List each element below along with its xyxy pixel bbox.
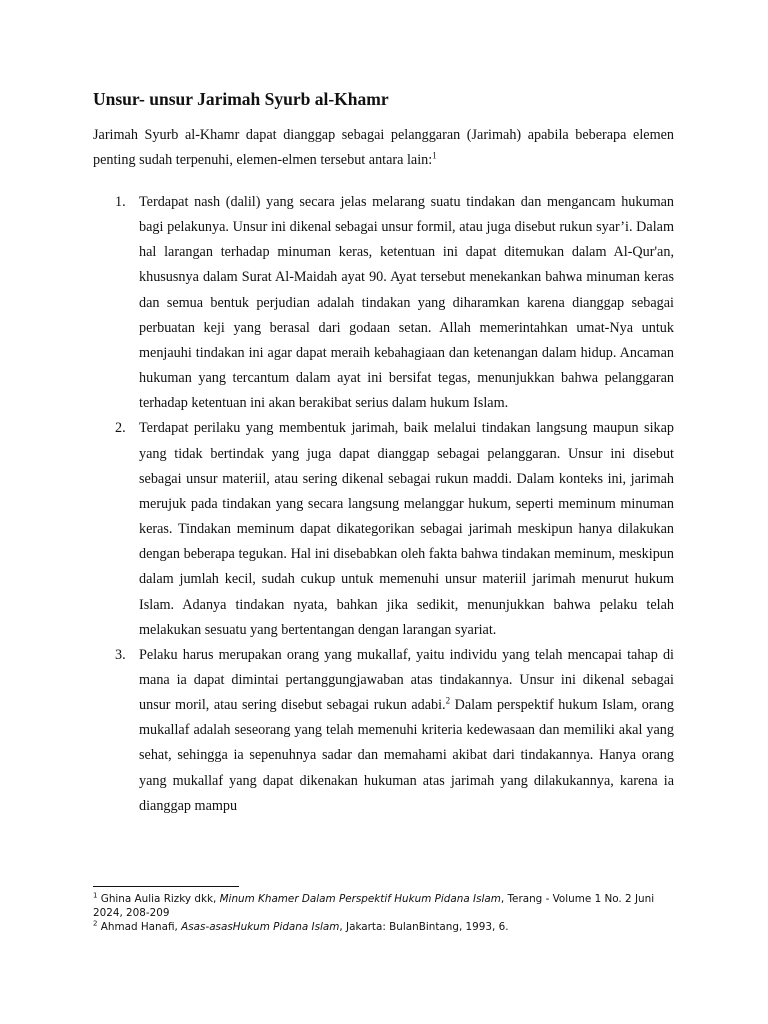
footnote-ref-1[interactable]: 1	[432, 150, 437, 161]
list-item	[93, 416, 674, 642]
list-item	[93, 190, 674, 416]
list-item-number: 1.	[115, 194, 126, 210]
footnote-1	[93, 892, 673, 920]
footnote-2	[93, 920, 673, 934]
footnote-separator	[93, 886, 239, 887]
footnotes-area	[93, 886, 673, 934]
footnote-author: Ghina Aulia Rizky dkk,	[97, 893, 220, 905]
footnote-details: , Jakarta: BulanBintang, 1993, 6.	[339, 921, 509, 933]
footnote-details: , Terang - Volume 1 No. 2 Juni 2024, 208-209	[93, 893, 655, 919]
list-item-text: Terdapat perilaku yang membentuk jarimah, baik melalui tindakan langsung maupun sikap yang tidak bertindak yang juga dapat dianggap sebagai pelanggaran. Unsur ini disebut sebagai unsur materiil, atau sering dikenal sebagai rukun maddi. Dalam konteks ini, jarimah merujuk pada tindakan yang secara langsung melanggar hukum, seperti meminum minuman keras. Tindakan meminum dapat dikategorikan sebagai jarimah meskipun hanya dilakukan dengan beberapa tegukan. Hal ini disebabkan oleh fakta bahwa tindakan meminum, meskipun dalam jumlah kecil, sudah cukup untuk memenuhi unsur materiil jarimah menurut hukum Islam. Adanya tindakan nyata, bahkan jika sedikit, menunjukkan bahwa pelaku telah melakukan sesuatu yang bertentangan dengan larangan syariat.	[139, 420, 674, 638]
list-item-text: Pelaku harus merupakan orang yang mukallaf, yaitu individu yang telah mencapai tahap di mana ia dapat dimintai pertanggungjawaban atas tindakannya. Unsur ini dikenal sebagai unsur moril, atau sering disebut sebagai rukun adabi.	[139, 646, 674, 714]
intro-paragraph	[93, 123, 674, 173]
list-item	[93, 643, 674, 819]
footnote-number: 1	[93, 891, 98, 900]
footnote-author: Ahmad Hanafi,	[97, 921, 182, 933]
footnote-work-title: Minum Khamer Dalam Perspektif Hukum Pidana Islam	[219, 893, 501, 905]
section-heading: Unsur- unsur Jarimah Syurb al-Khamr	[93, 89, 389, 109]
elements-list	[93, 190, 674, 819]
list-item-text-continued: Dalam perspektif hukum Islam, orang mukallaf adalah seseorang yang telah memenuhi kriteria kedewasaan dan memiliki akal yang sehat, sehingga ia sepenuhnya sadar dan memahami akibat dari tindakannya. Hanya orang yang mukallaf yang dapat dikenakan hukuman atas jarimah yang dilakukannya, karena ia dianggap mampu	[139, 697, 675, 814]
list-item-number: 2.	[115, 420, 126, 437]
footnote-ref-2[interactable]: 2	[445, 695, 451, 706]
footnote-work-title: Asas-asasHukum Pidana Islam	[181, 921, 340, 933]
list-item-number: 3.	[115, 646, 126, 663]
intro-text: Jarimah Syurb al-Khamr dapat dianggap sebagai pelanggaran (Jarimah) apabila beberapa elemen penting sudah terpenuhi, elemen-elmen tersebut antara lain:	[93, 127, 674, 168]
list-item-text: Terdapat nash (dalil) yang secara jelas melarang suatu tindakan dan mengancam hukuman bagi pelakunya. Unsur ini dikenal sebagai unsur formil, atau juga disebut rukun syar’i. Dalam hal larangan terhadap minuman keras, ketentuan ini dapat ditemukan dalam Al-Qur'an, khususnya dalam Surat Al-Maidah ayat 90. Ayat tersebut menekankan bahwa minuman keras dan semua bentuk perjudian adalah tindakan yang diharamkan karena dianggap sebagai perbuatan keji yang berasal dari godaan setan. Allah memerintahkan umat-Nya untuk menjauhi tindakan ini agar dapat meraih kebahagiaan dan ketenangan dalam hidup. Ancaman hukuman yang tercantum dalam ayat ini bersifat tegas, menunjukkan bahwa pelanggaran terhadap ketentuan ini akan berakibat serius dalam hukum Islam.	[139, 194, 674, 412]
footnote-number: 2	[93, 919, 98, 928]
